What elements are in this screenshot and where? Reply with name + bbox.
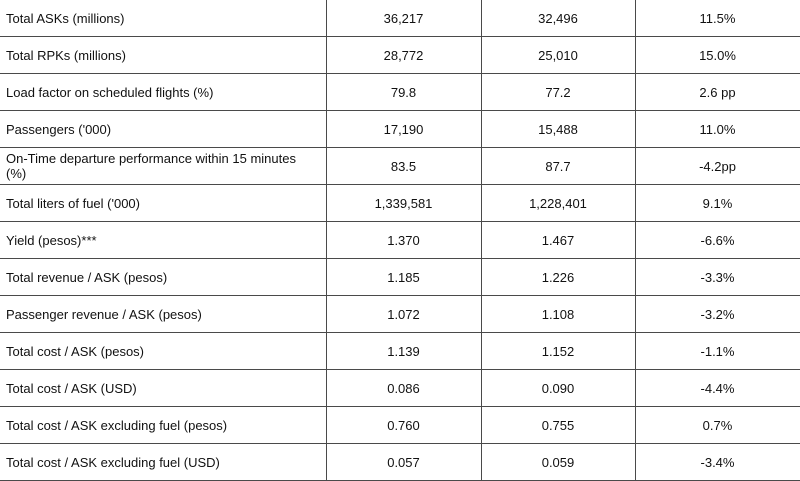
- change-value: 15.0%: [635, 37, 800, 74]
- change-value: 2.6 pp: [635, 74, 800, 111]
- metric-label: Total cost / ASK (USD): [0, 370, 326, 407]
- table-row: [0, 37, 800, 74]
- prior-period-value: 77.2: [481, 74, 635, 111]
- current-period-value: 1.185: [326, 259, 481, 296]
- change-value: 11.0%: [635, 111, 800, 148]
- current-period-value: 1.072: [326, 296, 481, 333]
- metric-label: Total RPKs (millions): [0, 37, 326, 74]
- prior-period-value: 1.108: [481, 296, 635, 333]
- table-row: [0, 370, 800, 407]
- metric-label: Total cost / ASK excluding fuel (USD): [0, 444, 326, 481]
- table-row: [0, 259, 800, 296]
- metric-label: Total cost / ASK excluding fuel (pesos): [0, 407, 326, 444]
- metric-label: Total liters of fuel ('000): [0, 185, 326, 222]
- metric-label: Passengers ('000): [0, 111, 326, 148]
- change-value: -6.6%: [635, 222, 800, 259]
- prior-period-value: 1.152: [481, 333, 635, 370]
- metric-label: Total cost / ASK (pesos): [0, 333, 326, 370]
- prior-period-value: 25,010: [481, 37, 635, 74]
- table-row: [0, 333, 800, 370]
- current-period-value: 83.5: [326, 148, 481, 185]
- prior-period-value: 0.059: [481, 444, 635, 481]
- current-period-value: 0.760: [326, 407, 481, 444]
- prior-period-value: 32,496: [481, 0, 635, 37]
- change-value: -3.2%: [635, 296, 800, 333]
- table-row: [0, 407, 800, 444]
- table-row: [0, 185, 800, 222]
- current-period-value: 36,217: [326, 0, 481, 37]
- table-row: [0, 444, 800, 481]
- table-row: [0, 296, 800, 333]
- prior-period-value: 0.755: [481, 407, 635, 444]
- metric-label: Load factor on scheduled flights (%): [0, 74, 326, 111]
- table-row: [0, 148, 800, 185]
- metric-label: Yield (pesos)***: [0, 222, 326, 259]
- current-period-value: 0.086: [326, 370, 481, 407]
- change-value: 9.1%: [635, 185, 800, 222]
- change-value: -1.1%: [635, 333, 800, 370]
- current-period-value: 0.057: [326, 444, 481, 481]
- prior-period-value: 15,488: [481, 111, 635, 148]
- change-value: -4.4%: [635, 370, 800, 407]
- metric-label: Passenger revenue / ASK (pesos): [0, 296, 326, 333]
- table-row: [0, 222, 800, 259]
- current-period-value: 28,772: [326, 37, 481, 74]
- prior-period-value: 1,228,401: [481, 185, 635, 222]
- change-value: -3.3%: [635, 259, 800, 296]
- table-row: [0, 74, 800, 111]
- prior-period-value: 1.467: [481, 222, 635, 259]
- current-period-value: 1,339,581: [326, 185, 481, 222]
- prior-period-value: 87.7: [481, 148, 635, 185]
- change-value: -3.4%: [635, 444, 800, 481]
- current-period-value: 1.370: [326, 222, 481, 259]
- change-value: 11.5%: [635, 0, 800, 37]
- table-row: [0, 111, 800, 148]
- prior-period-value: 0.090: [481, 370, 635, 407]
- table-row: [0, 0, 800, 37]
- metric-label: Total revenue / ASK (pesos): [0, 259, 326, 296]
- change-value: -4.2pp: [635, 148, 800, 185]
- prior-period-value: 1.226: [481, 259, 635, 296]
- current-period-value: 79.8: [326, 74, 481, 111]
- metric-label: Total ASKs (millions): [0, 0, 326, 37]
- current-period-value: 1.139: [326, 333, 481, 370]
- metric-label: On-Time departure performance within 15 minutes (%): [0, 148, 326, 185]
- current-period-value: 17,190: [326, 111, 481, 148]
- change-value: 0.7%: [635, 407, 800, 444]
